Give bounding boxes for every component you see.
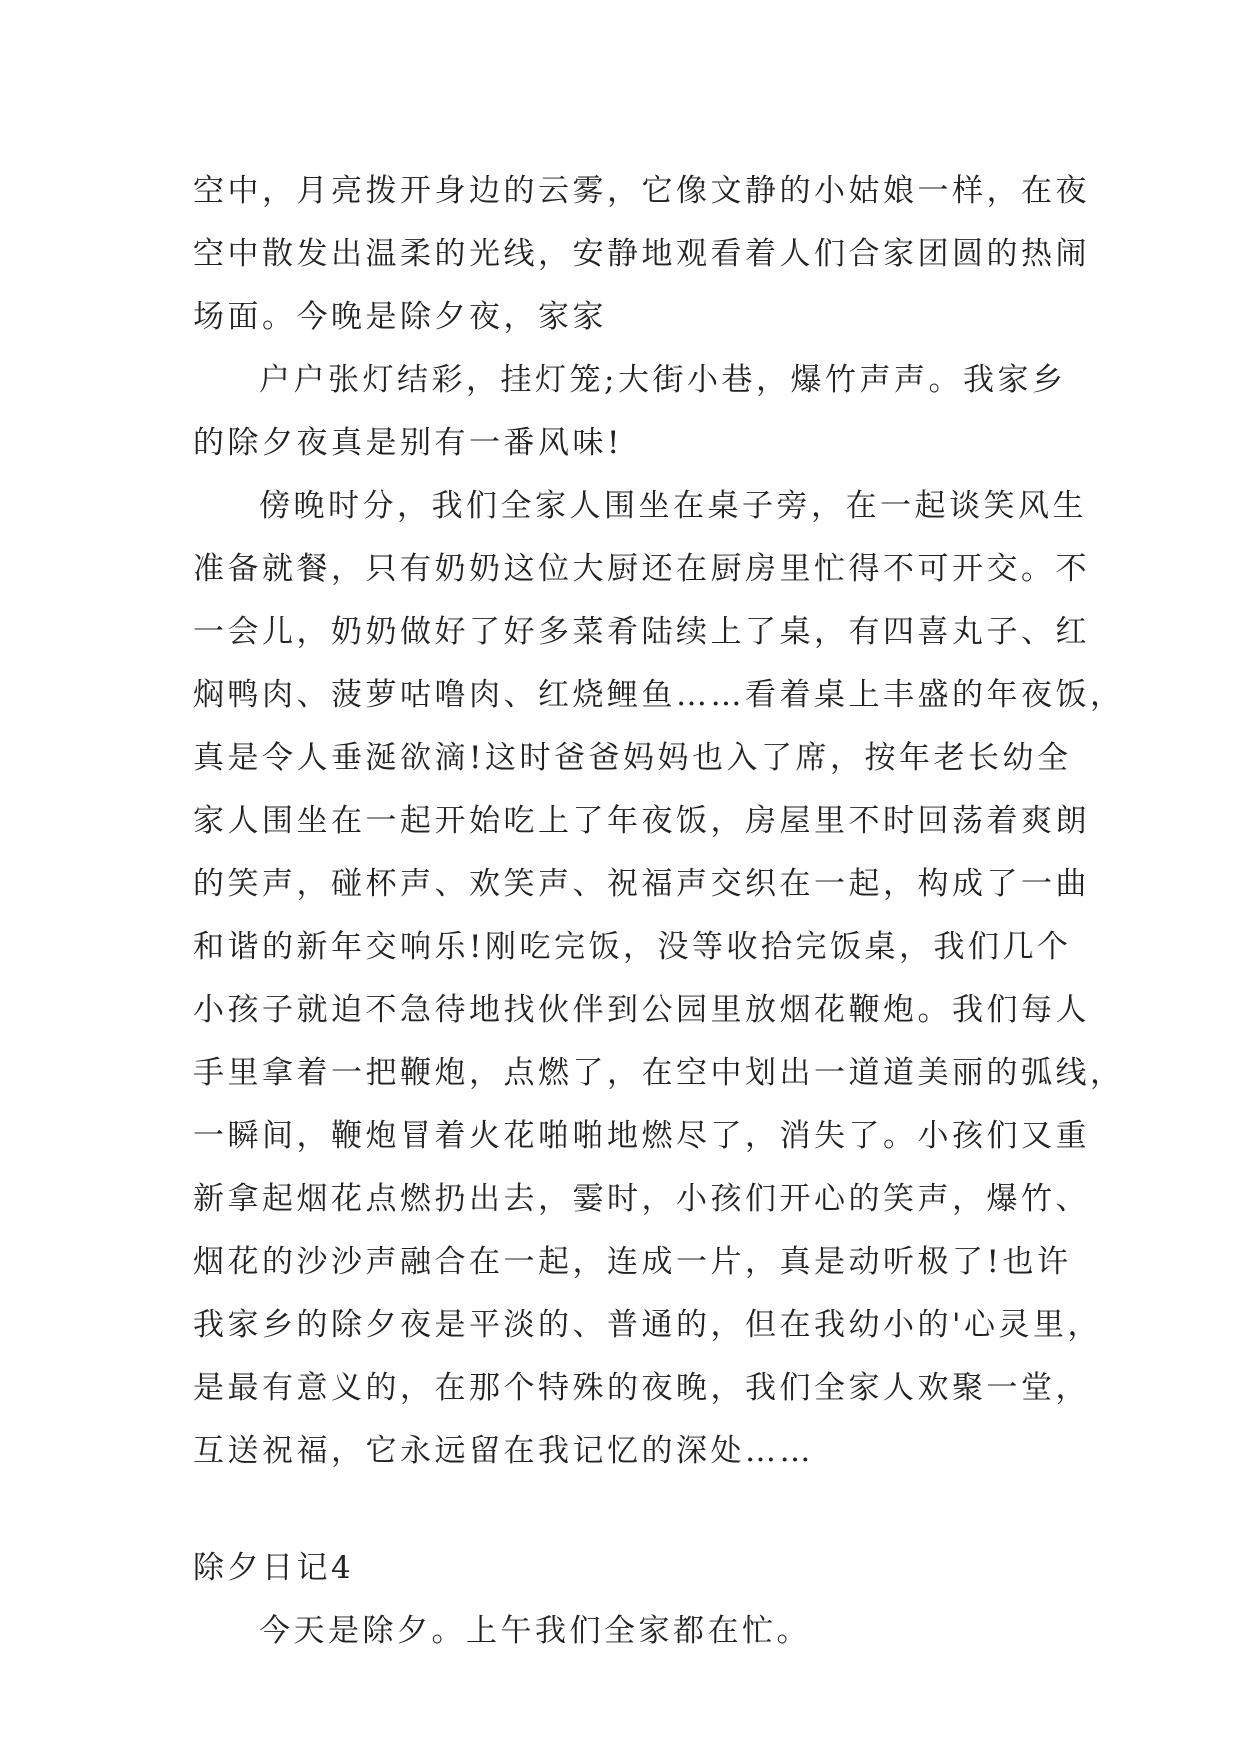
text-line: 和谐的新年交响乐!刚吃完饭，没等收拾完饭桌，我们几个 [193, 929, 1072, 965]
paragraph-2 [193, 349, 1067, 475]
text-line: 我家乡的除夕夜是平淡的、普通的，但在我幼小的'心灵里， [193, 1307, 1103, 1343]
text-line: 互送祝福，它永远留在我记忆的深处…… [193, 1433, 814, 1469]
text-line: 的除夕夜真是别有一番风味! [193, 425, 623, 461]
text-line: 傍晚时分，我们全家人围坐在桌子旁，在一起谈笑风生 [259, 488, 1087, 524]
text-line: 焖鸭肉、菠萝咕噜肉、红烧鲤鱼……看着桌上丰盛的年夜饭， [193, 677, 1125, 713]
text-line: 空中，月亮拨开身边的云雾，它像文静的小姑娘一样，在夜 [193, 173, 1090, 209]
text-line: 户户张灯结彩，挂灯笼;大街小巷，爆竹声声。我家乡 [259, 362, 1067, 398]
text-line: 新拿起烟花点燃扔出去，霎时，小孩们开心的笑声，爆竹、 [193, 1181, 1090, 1217]
text-line: 一瞬间，鞭炮冒着火花啪啪地燃尽了，消失了。小孩们又重 [193, 1118, 1090, 1154]
text-line: 真是令人垂涎欲滴!这时爸爸妈妈也入了席，按年老长幼全 [193, 740, 1072, 776]
text-line: 的笑声，碰杯声、欢笑声、祝福声交织在一起，构成了一曲 [193, 866, 1090, 902]
text-line: 一会儿，奶奶做好了好多菜肴陆续上了桌，有四喜丸子、红 [193, 614, 1090, 650]
text-line: 准备就餐，只有奶奶这位大厨还在厨房里忙得不可开交。不 [193, 551, 1090, 587]
text-line: 今天是除夕。上午我们全家都在忙。 [259, 1613, 811, 1649]
section-heading: 除夕日记4 [193, 1550, 355, 1586]
text-line: 烟花的沙沙声融合在一起，连成一片，真是动听极了!也许 [193, 1244, 1072, 1280]
text-line: 场面。今晚是除夕夜，家家 [193, 299, 607, 335]
text-line: 是最有意义的，在那个特殊的夜晚，我们全家人欢聚一堂， [193, 1370, 1090, 1406]
section-spacer [193, 1483, 1053, 1537]
document-body [193, 160, 1125, 1663]
text-line: 空中散发出温柔的光线，安静地观看着人们合家团圆的热闹 [193, 236, 1090, 272]
paragraph-1 [193, 160, 1090, 349]
text-line: 小孩子就迫不急待地找伙伴到公园里放烟花鞭炮。我们每人 [193, 992, 1090, 1028]
paragraph-3 [193, 475, 1125, 1483]
text-line: 手里拿着一把鞭炮，点燃了，在空中划出一道道美丽的弧线， [193, 1055, 1125, 1091]
text-line: 家人围坐在一起开始吃上了年夜饭，房屋里不时回荡着爽朗 [193, 803, 1090, 839]
paragraph-4 [193, 1600, 1053, 1663]
